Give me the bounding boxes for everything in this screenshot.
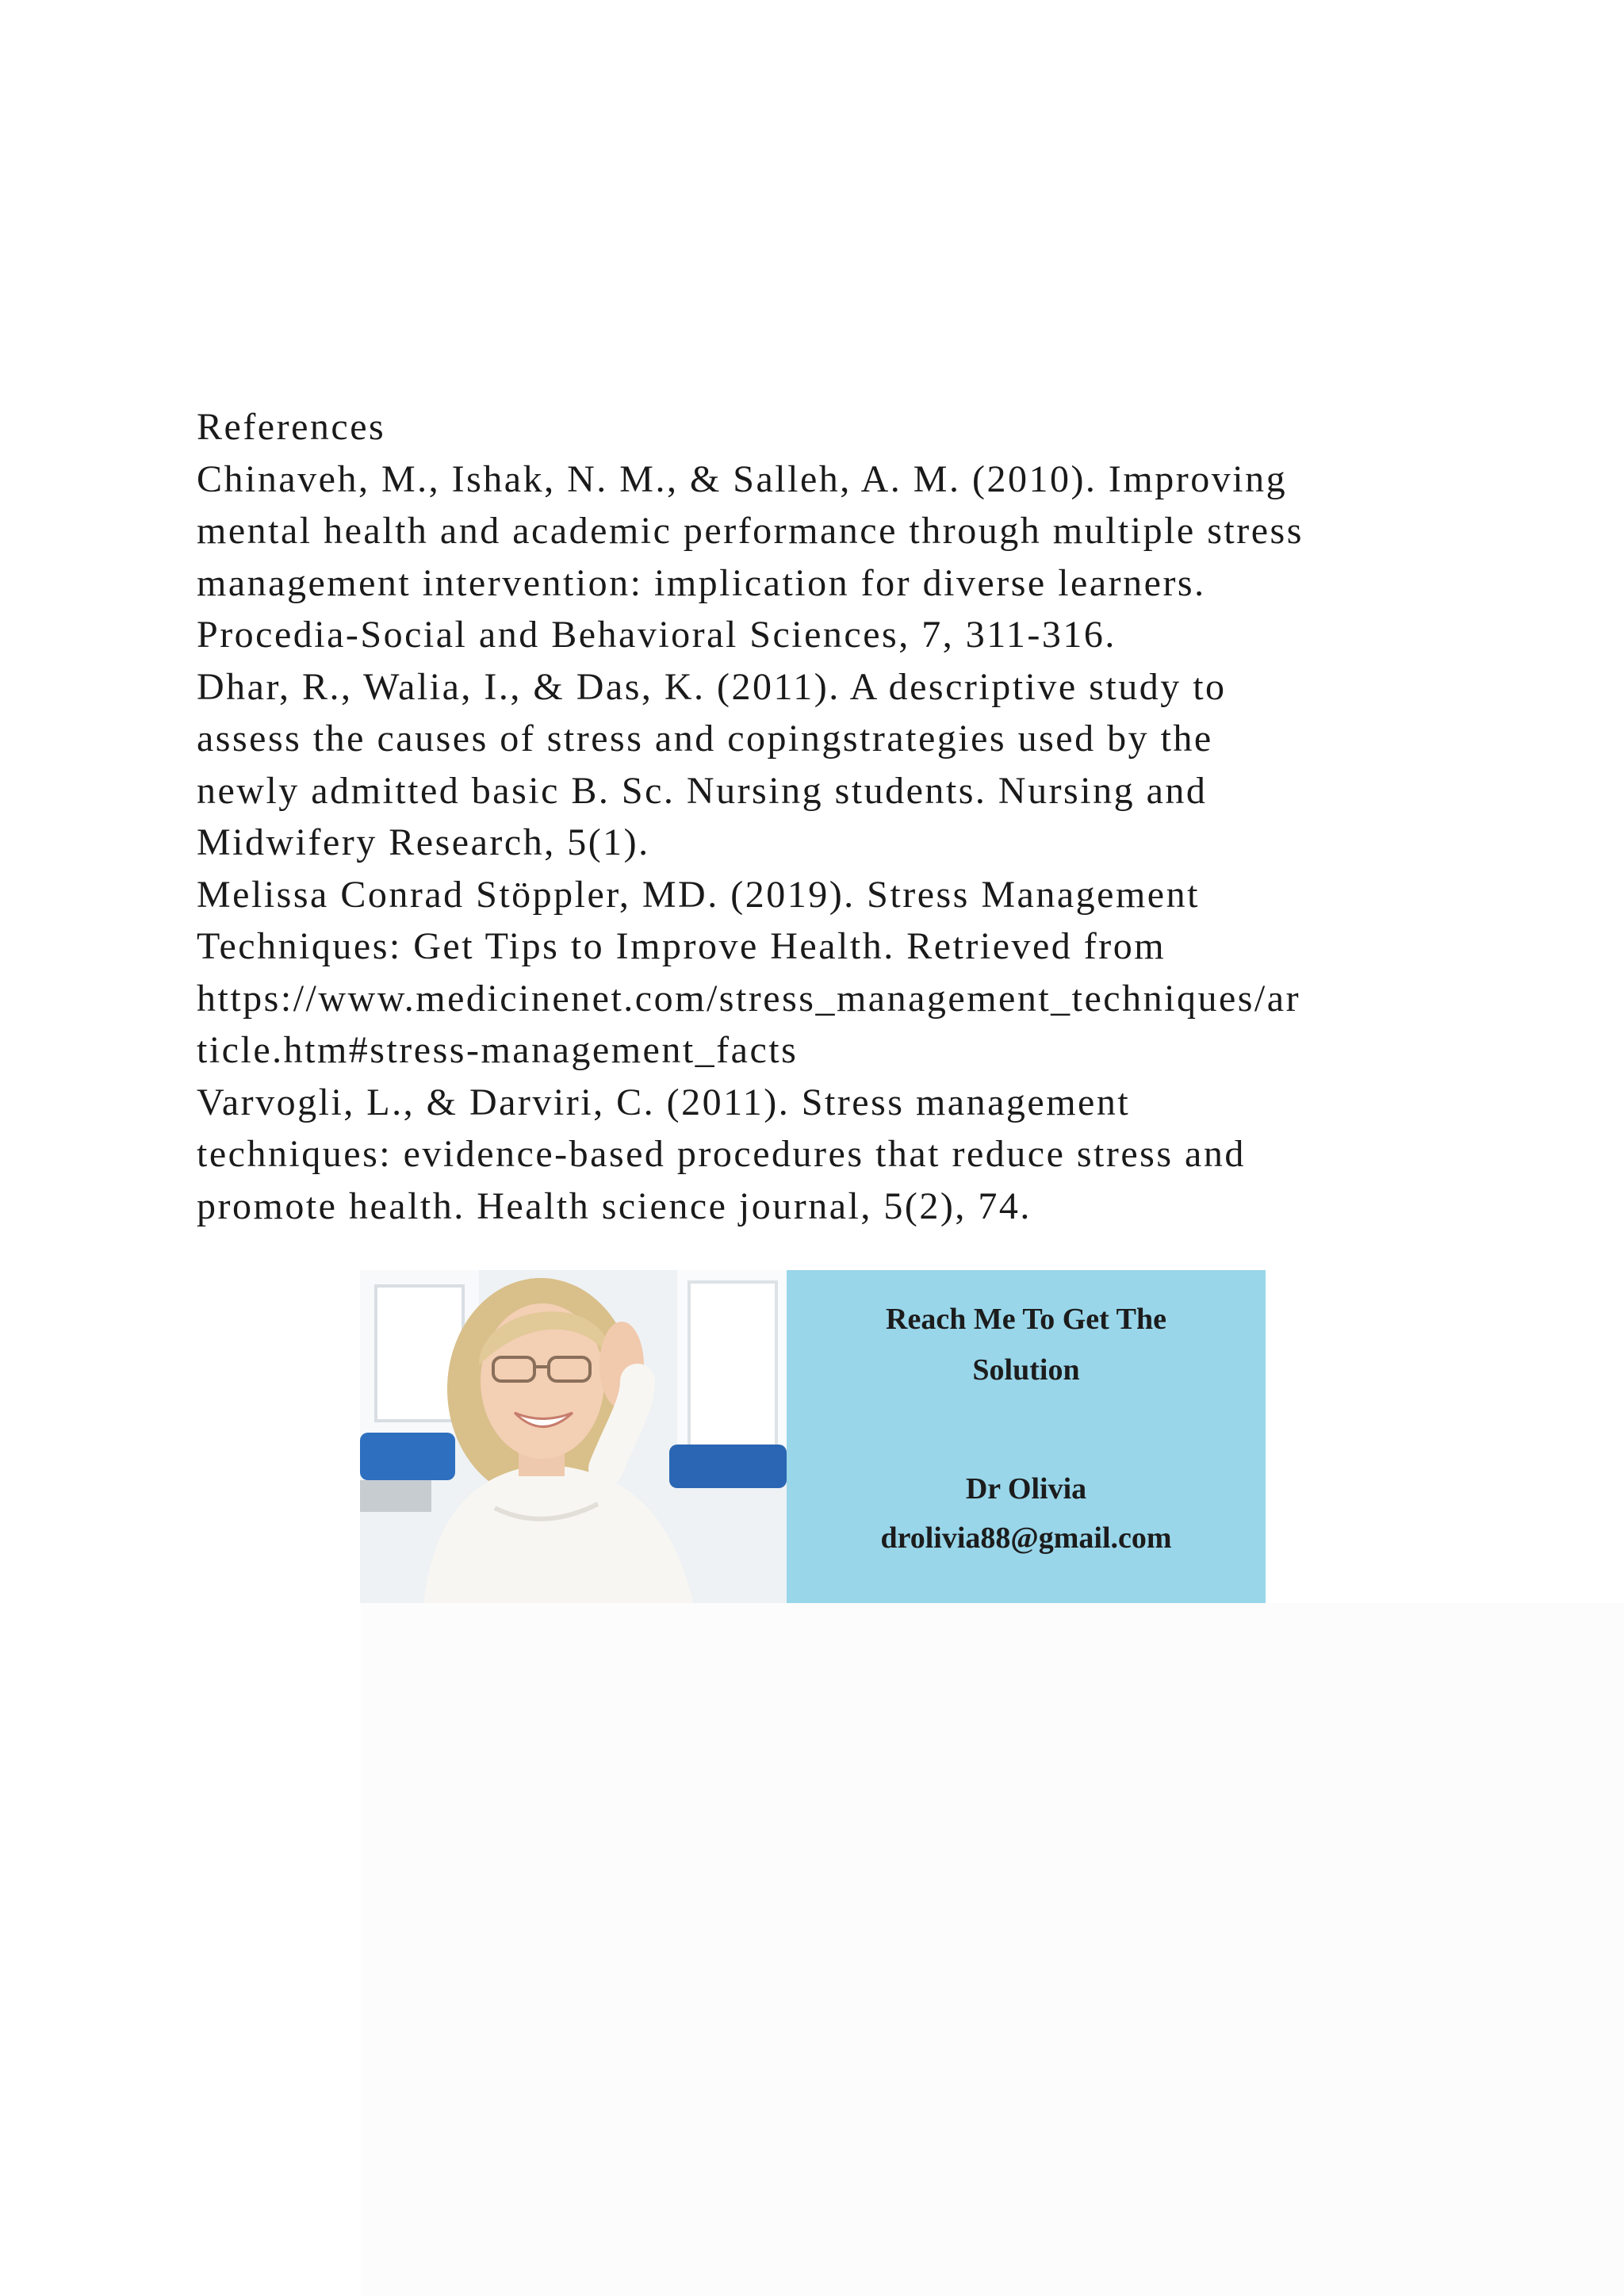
reference-line: Procedia-Social and Behavioral Sciences, 7, 311-316. [197, 614, 1116, 656]
contact-name: Dr Olivia [965, 1472, 1087, 1506]
reference-line: Midwifery Research, 5(1). [197, 821, 650, 863]
references-heading: References [197, 406, 386, 448]
reference-line: Melissa Conrad Stöppler, MD. (2019). Stress Management [197, 873, 1200, 916]
reference-line: promote health. Health science journal, 5(2), 74. [197, 1184, 1032, 1227]
reference-line: Varvogli, L., & Darviri, C. (2011). Stress management [197, 1081, 1131, 1123]
contact-email[interactable]: drolivia88@gmail.com [880, 1521, 1172, 1555]
page-shade [361, 1603, 1624, 2296]
contact-info-panel [787, 1270, 1266, 1603]
reference-url-line[interactable]: ticle.htm#stress-management_facts [197, 1029, 799, 1071]
reference-line: Techniques: Get Tips to Improve Health. Retrieved from [197, 925, 1166, 967]
reference-line: mental health and academic performance through multiple stress [197, 510, 1304, 552]
banner-photo [360, 1270, 787, 1603]
banner-headline-2: Solution [972, 1353, 1080, 1387]
reference-line: techniques: evidence-based procedures that reduce stress and [197, 1133, 1246, 1175]
reference-url-line[interactable]: https://www.medicinenet.com/stress_management_techniques/ar [197, 977, 1301, 1020]
woman-photo-illustration [360, 1270, 787, 1603]
banner-headline: Reach Me To Get The [886, 1303, 1166, 1336]
reference-line: assess the causes of stress and copingstrategies used by the [197, 718, 1213, 760]
reference-line: Dhar, R., Walia, I., & Das, K. (2011). A descriptive study to [197, 665, 1227, 708]
reference-line: management intervention: implication for diverse learners. [197, 561, 1206, 604]
reference-line: newly admitted basic B. Sc. Nursing students. Nursing and [197, 769, 1208, 812]
contact-banner [360, 1270, 1266, 1603]
reference-line: Chinaveh, M., Ishak, N. M., & Salleh, A. M. (2010). Improving [197, 457, 1288, 500]
references-section [197, 401, 1481, 1232]
